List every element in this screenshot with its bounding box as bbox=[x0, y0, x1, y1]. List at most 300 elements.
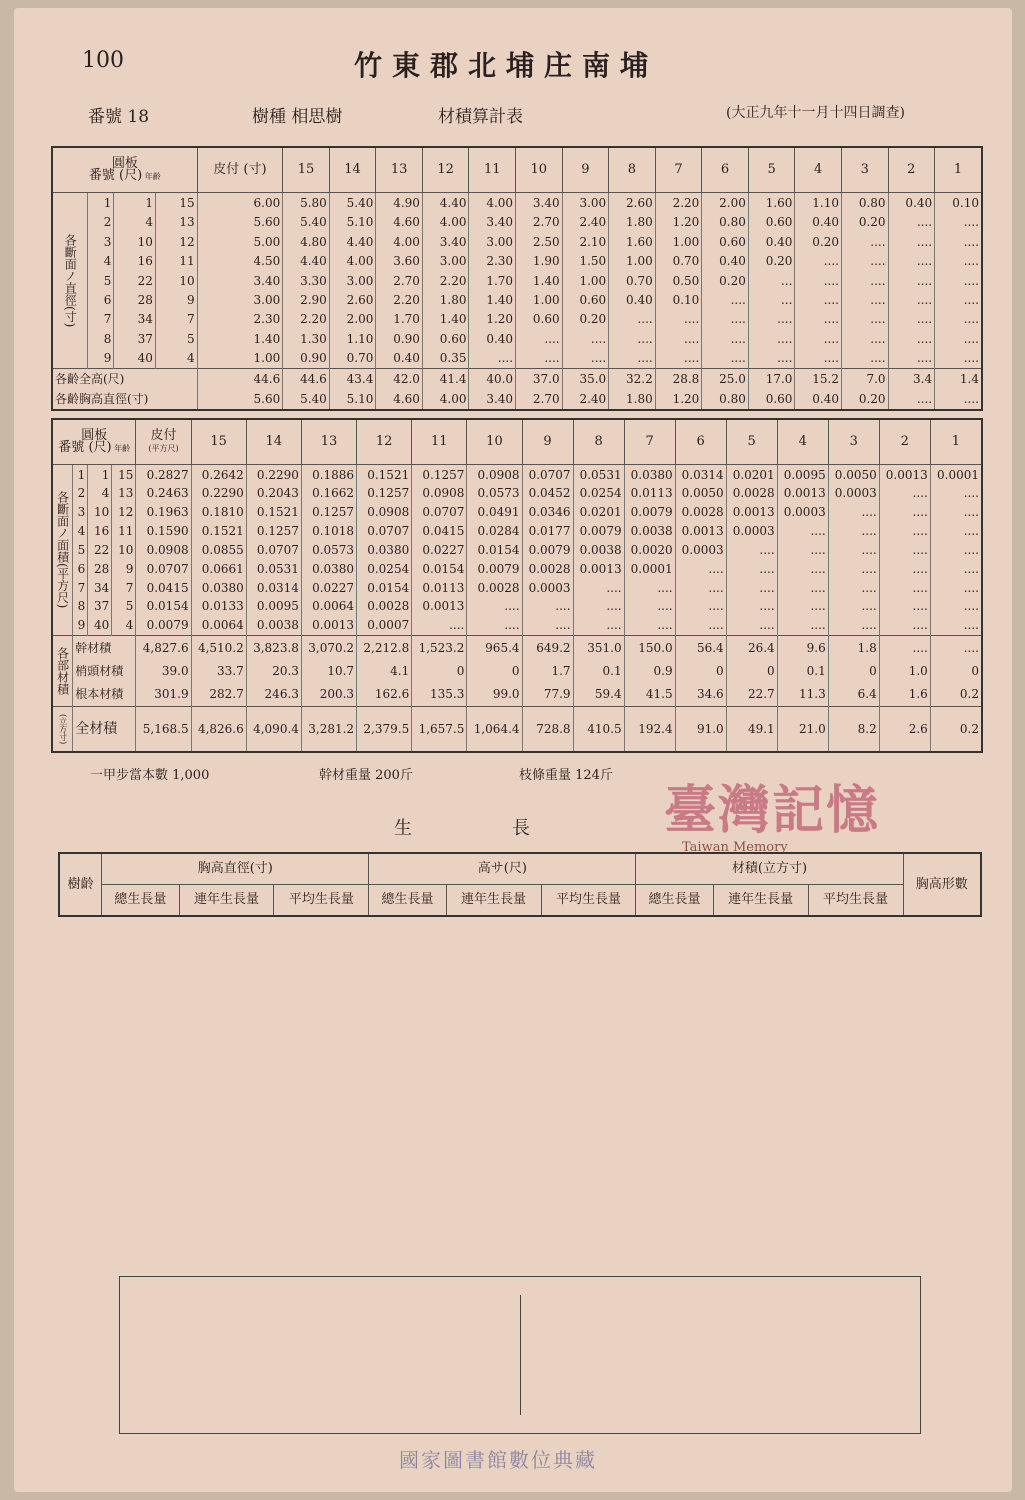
table-cell: .... bbox=[828, 503, 879, 522]
table-cell: 0.0013 bbox=[301, 616, 356, 636]
table-cell: 351.0 bbox=[573, 635, 624, 659]
table-cell: 5.60 bbox=[197, 213, 283, 232]
table-cell: 3.4 bbox=[888, 369, 935, 389]
table-cell: 0.0113 bbox=[624, 484, 675, 503]
table-cell: 0.0079 bbox=[136, 616, 191, 636]
table-cell: .... bbox=[467, 597, 522, 616]
table-cell: 0.0707 bbox=[412, 503, 467, 522]
table-cell: 0.0491 bbox=[467, 503, 522, 522]
header-row bbox=[52, 147, 982, 193]
table-cell: 0.2043 bbox=[246, 484, 301, 503]
table-cell: 301.9 bbox=[136, 682, 191, 706]
table-cell: 1.00 bbox=[562, 271, 609, 290]
table-cell: 0.0531 bbox=[573, 465, 624, 485]
table-cell: 0.0573 bbox=[301, 541, 356, 560]
table-cell: 0.1662 bbox=[301, 484, 356, 503]
disc-number: 8 bbox=[88, 329, 114, 348]
table-cell: 4,090.4 bbox=[246, 706, 301, 752]
table-cell: 20.3 bbox=[246, 659, 301, 682]
table-cell: 1.7 bbox=[522, 659, 573, 682]
table-cell: .... bbox=[777, 616, 828, 636]
table-cell: 2,379.5 bbox=[357, 706, 412, 752]
table-cell: 1.00 bbox=[655, 232, 702, 251]
table-cell: 0.40 bbox=[748, 232, 795, 251]
table-cell: 3.30 bbox=[283, 271, 330, 290]
growth-title: 生長 bbox=[394, 818, 630, 839]
table-cell: 1.6 bbox=[879, 682, 930, 706]
table-cell: 4.40 bbox=[283, 251, 330, 270]
table-cell: 2.10 bbox=[562, 232, 609, 251]
table-cell: 0.90 bbox=[376, 329, 423, 348]
table-cell: 5.00 bbox=[197, 232, 283, 251]
disc-number: 7 bbox=[88, 310, 114, 329]
table-cell: .... bbox=[930, 597, 982, 616]
sub-header: 平均生長量 bbox=[274, 885, 369, 916]
table-cell: 0.0154 bbox=[357, 578, 412, 597]
table-cell: 0.0284 bbox=[467, 522, 522, 541]
disc-number: 4 bbox=[73, 522, 88, 541]
table-cell: 0.0079 bbox=[573, 522, 624, 541]
table-cell: 0.0227 bbox=[301, 578, 356, 597]
disc-height: 22 bbox=[88, 541, 112, 560]
table-cell: .... bbox=[879, 616, 930, 636]
table-cell: 0.0028 bbox=[726, 484, 777, 503]
table-cell: 4.50 bbox=[197, 251, 283, 270]
table-cell: 2.60 bbox=[609, 193, 656, 213]
table-row bbox=[52, 597, 982, 616]
table-cell: 2.00 bbox=[702, 193, 749, 213]
table-cell: .... bbox=[935, 271, 982, 290]
group-header: 高サ(尺) bbox=[369, 853, 636, 885]
table-cell: 0.60 bbox=[516, 310, 563, 329]
table-cell: .... bbox=[888, 271, 935, 290]
table-cell: 0.0064 bbox=[301, 597, 356, 616]
table-cell: 0.70 bbox=[609, 271, 656, 290]
table-cell: 2.20 bbox=[422, 271, 469, 290]
table-cell: .... bbox=[777, 541, 828, 560]
table-cell: 2.40 bbox=[562, 389, 609, 410]
table-cell: .... bbox=[888, 213, 935, 232]
table-cell: 42.0 bbox=[376, 369, 423, 389]
table-cell: 0.0380 bbox=[357, 541, 412, 560]
table-cell: 0.40 bbox=[888, 193, 935, 213]
table-cell: .... bbox=[879, 597, 930, 616]
volume-row bbox=[52, 682, 982, 706]
table-cell: .... bbox=[935, 213, 982, 232]
table-cell: 1.20 bbox=[655, 213, 702, 232]
table-cell: 1,523.2 bbox=[412, 635, 467, 659]
table-cell: 0.0346 bbox=[522, 503, 573, 522]
table-cell: 1.60 bbox=[748, 193, 795, 213]
volume-row bbox=[52, 635, 982, 659]
table-cell: .... bbox=[930, 503, 982, 522]
table-cell: 3.40 bbox=[197, 271, 283, 290]
stem-weight: 幹材重量 200斤 bbox=[319, 768, 413, 783]
table-cell: .... bbox=[930, 522, 982, 541]
disc-number: 9 bbox=[73, 616, 88, 636]
table-cell: .... bbox=[879, 541, 930, 560]
table-cell: 1.0 bbox=[879, 659, 930, 682]
table-cell: 0.0573 bbox=[467, 484, 522, 503]
disc-age: 9 bbox=[155, 290, 197, 309]
table-cell: .... bbox=[841, 348, 888, 368]
table-cell: 44.6 bbox=[197, 369, 283, 389]
table-cell: .... bbox=[841, 251, 888, 270]
sub-header: 連年生長量 bbox=[713, 885, 808, 916]
table-cell: 0.1257 bbox=[301, 503, 356, 522]
table-cell: 9.6 bbox=[777, 635, 828, 659]
table-cell: .... bbox=[748, 329, 795, 348]
disc-height: 16 bbox=[88, 522, 112, 541]
watermark-logo: 臺灣記憶 bbox=[664, 780, 881, 841]
table-cell: .... bbox=[467, 616, 522, 636]
table-cell: .... bbox=[777, 578, 828, 597]
table-cell: .... bbox=[516, 329, 563, 348]
table-cell: 0.1521 bbox=[246, 503, 301, 522]
table-cell: 0.0908 bbox=[357, 503, 412, 522]
disc-height: 34 bbox=[114, 310, 156, 329]
age-label: 年齡 bbox=[142, 171, 161, 181]
disc-height: 34 bbox=[88, 578, 112, 597]
disc-number: 6 bbox=[73, 559, 88, 578]
table-cell: 0 bbox=[828, 659, 879, 682]
table-cell: 0.0079 bbox=[467, 559, 522, 578]
table-cell: 0.60 bbox=[748, 213, 795, 232]
table-cell: .... bbox=[828, 597, 879, 616]
table-cell: .... bbox=[828, 559, 879, 578]
table-cell: 0.40 bbox=[469, 329, 516, 348]
table-row bbox=[52, 290, 982, 309]
page-number: 100 bbox=[82, 48, 124, 73]
disc-age: 11 bbox=[112, 522, 136, 541]
disc-age: 5 bbox=[112, 597, 136, 616]
table-cell: 0.0013 bbox=[675, 522, 726, 541]
table-cell: 1.4 bbox=[935, 369, 982, 389]
table-cell: 2.60 bbox=[329, 290, 376, 309]
table-cell: 37.0 bbox=[516, 369, 563, 389]
header-bark bbox=[136, 419, 191, 465]
table-cell: ... bbox=[748, 290, 795, 309]
table-cell: 0.0003 bbox=[675, 541, 726, 560]
table-row bbox=[52, 348, 982, 368]
disc-height: 40 bbox=[88, 616, 112, 636]
sub-header: 總生長量 bbox=[102, 885, 179, 916]
age-header: 6 bbox=[675, 419, 726, 465]
disc-height: 40 bbox=[114, 348, 156, 368]
table-cell: 0.40 bbox=[609, 290, 656, 309]
table-cell: 0.0227 bbox=[412, 541, 467, 560]
table-cell: 0.70 bbox=[329, 348, 376, 368]
table-cell: .... bbox=[930, 616, 982, 636]
table-cell: 0.0113 bbox=[412, 578, 467, 597]
table-cell: .... bbox=[522, 616, 573, 636]
table-cell: 728.8 bbox=[522, 706, 573, 752]
age-header: 10 bbox=[516, 147, 563, 193]
table-cell: .... bbox=[777, 559, 828, 578]
table-cell: 192.4 bbox=[624, 706, 675, 752]
table-cell: 2.90 bbox=[283, 290, 330, 309]
age-header: 3 bbox=[828, 419, 879, 465]
table-cell: 0.20 bbox=[562, 310, 609, 329]
table-cell: 3.40 bbox=[469, 213, 516, 232]
group-header: 胸高直徑(寸) bbox=[102, 853, 369, 885]
table-cell: 1.10 bbox=[329, 329, 376, 348]
table-cell: 2.6 bbox=[879, 706, 930, 752]
table-cell: 1,064.4 bbox=[467, 706, 522, 752]
disc-age: 13 bbox=[155, 213, 197, 232]
watermark-sub: Taiwan Memory bbox=[682, 840, 788, 855]
sub-header: 平均生長量 bbox=[808, 885, 903, 916]
disc-number: 2 bbox=[73, 484, 88, 503]
sub-header: 平均生長量 bbox=[541, 885, 636, 916]
table-cell: 0.0064 bbox=[191, 616, 246, 636]
table-cell: 0.0003 bbox=[777, 503, 828, 522]
table-cell: .... bbox=[879, 578, 930, 597]
table-cell: 5.40 bbox=[329, 193, 376, 213]
table-cell: 410.5 bbox=[573, 706, 624, 752]
volume-row bbox=[52, 659, 982, 682]
disc-number: 4 bbox=[88, 251, 114, 270]
table-cell: .... bbox=[777, 522, 828, 541]
table-cell: 77.9 bbox=[522, 682, 573, 706]
disc-height: 10 bbox=[88, 503, 112, 522]
table-cell: 0.40 bbox=[795, 213, 842, 232]
table-cell: 0.0707 bbox=[136, 559, 191, 578]
age-header: 8 bbox=[609, 147, 656, 193]
table-cell: 49.1 bbox=[726, 706, 777, 752]
disc-height: 37 bbox=[114, 329, 156, 348]
table-cell: .... bbox=[777, 597, 828, 616]
age-header: 14 bbox=[329, 147, 376, 193]
bark-label: 皮付 (寸) bbox=[213, 162, 267, 177]
table-cell: 0.0531 bbox=[246, 559, 301, 578]
table-cell: 3.60 bbox=[376, 251, 423, 270]
table-cell: 0.0013 bbox=[879, 465, 930, 485]
table-row bbox=[52, 271, 982, 290]
table-cell: 0.0050 bbox=[828, 465, 879, 485]
table-cell: 0 bbox=[412, 659, 467, 682]
age-label: 年齡 bbox=[111, 443, 131, 453]
table-cell: .... bbox=[935, 251, 982, 270]
table-cell: 0.10 bbox=[655, 290, 702, 309]
table-cell: 0.0038 bbox=[624, 522, 675, 541]
table-cell: 4.00 bbox=[422, 213, 469, 232]
table-cell: .... bbox=[748, 348, 795, 368]
table-cell: .... bbox=[879, 503, 930, 522]
table-cell: 33.7 bbox=[191, 659, 246, 682]
table-cell: 0.0177 bbox=[522, 522, 573, 541]
table-cell: 3,823.8 bbox=[246, 635, 301, 659]
growth-header-row bbox=[59, 853, 981, 885]
table-cell: 0.1810 bbox=[191, 503, 246, 522]
table-cell: .... bbox=[935, 389, 982, 410]
table-cell: .... bbox=[795, 290, 842, 309]
page-title: 竹東郡北埔庄南埔 bbox=[354, 49, 659, 82]
table-cell: 4.00 bbox=[376, 232, 423, 251]
table-cell: .... bbox=[609, 329, 656, 348]
table-cell: 1.8 bbox=[828, 635, 879, 659]
disc-number: 5 bbox=[73, 541, 88, 560]
table-cell: 0.0380 bbox=[301, 559, 356, 578]
table-cell: 1.40 bbox=[422, 310, 469, 329]
table-cell: .... bbox=[841, 310, 888, 329]
disc-age: 7 bbox=[155, 310, 197, 329]
disc-height: 1 bbox=[114, 193, 156, 213]
table-cell: 2.40 bbox=[562, 213, 609, 232]
table-cell: 0.0003 bbox=[726, 522, 777, 541]
table-cell: 99.0 bbox=[467, 682, 522, 706]
header-row bbox=[52, 419, 982, 465]
table-cell: 0.1521 bbox=[357, 465, 412, 485]
table-cell: 2.50 bbox=[516, 232, 563, 251]
table-cell: 1.40 bbox=[516, 271, 563, 290]
disc-number: 2 bbox=[88, 213, 114, 232]
table-cell: 1.20 bbox=[469, 310, 516, 329]
table-cell: 4,827.6 bbox=[136, 635, 191, 659]
total-row bbox=[52, 706, 982, 752]
table-cell: 0.80 bbox=[841, 193, 888, 213]
table-cell: 0.0001 bbox=[930, 465, 982, 485]
age-header: 2 bbox=[879, 419, 930, 465]
age-header: 1 bbox=[935, 147, 982, 193]
table-cell: ... bbox=[748, 271, 795, 290]
table-cell: 0.0013 bbox=[777, 484, 828, 503]
area-volume-table bbox=[51, 418, 983, 753]
disc-age: 11 bbox=[155, 251, 197, 270]
table-cell: 1.00 bbox=[609, 251, 656, 270]
table-cell: 91.0 bbox=[675, 706, 726, 752]
table-cell: 0.0020 bbox=[624, 541, 675, 560]
age-header: 4 bbox=[795, 147, 842, 193]
plot-number: 番號 18 bbox=[88, 107, 150, 127]
table-cell: .... bbox=[726, 616, 777, 636]
species: 樹種 相思樹 bbox=[252, 107, 343, 127]
sub-header: 總生長量 bbox=[636, 885, 713, 916]
table-cell: 1.60 bbox=[609, 232, 656, 251]
table-cell: 0.1590 bbox=[136, 522, 191, 541]
table-cell: 2.20 bbox=[376, 290, 423, 309]
table-cell: .... bbox=[609, 348, 656, 368]
group-header: 材積(立方寸) bbox=[636, 853, 903, 885]
disc-height: 1 bbox=[88, 465, 112, 485]
disc-age: 12 bbox=[112, 503, 136, 522]
table-cell: 3.00 bbox=[329, 271, 376, 290]
age-header: 7 bbox=[624, 419, 675, 465]
table-row bbox=[52, 559, 982, 578]
table-cell: 0.0013 bbox=[573, 559, 624, 578]
table-cell: .... bbox=[522, 597, 573, 616]
table-cell: .... bbox=[841, 232, 888, 251]
table-cell: .... bbox=[795, 329, 842, 348]
table-cell: 5,168.5 bbox=[136, 706, 191, 752]
disc-height: 28 bbox=[88, 559, 112, 578]
table-cell: 282.7 bbox=[191, 682, 246, 706]
table-cell: 3.00 bbox=[197, 290, 283, 309]
table-cell: 44.6 bbox=[283, 369, 330, 389]
disc-age: 9 bbox=[112, 559, 136, 578]
volume-label: 根本材積 bbox=[73, 682, 136, 706]
age-header: 15 bbox=[283, 147, 330, 193]
table-cell: .... bbox=[935, 310, 982, 329]
table-cell: 6.00 bbox=[197, 193, 283, 213]
disc-age: 15 bbox=[112, 465, 136, 485]
table-cell: .... bbox=[624, 597, 675, 616]
table-cell: 4,826.6 bbox=[191, 706, 246, 752]
table-cell: 2.00 bbox=[329, 310, 376, 329]
table-cell: 17.0 bbox=[748, 369, 795, 389]
table-cell: 246.3 bbox=[246, 682, 301, 706]
disc-height: 16 bbox=[114, 251, 156, 270]
table-name: 材積算計表 bbox=[438, 107, 523, 127]
table-cell: 0.35 bbox=[422, 348, 469, 368]
table-cell: 135.3 bbox=[412, 682, 467, 706]
table-row bbox=[52, 465, 982, 485]
table-cell: 0.0028 bbox=[675, 503, 726, 522]
table-cell: 0.0415 bbox=[412, 522, 467, 541]
age-header: 2 bbox=[888, 147, 935, 193]
disc-number: 9 bbox=[88, 348, 114, 368]
table-cell: 0.60 bbox=[702, 232, 749, 251]
table-cell: .... bbox=[702, 290, 749, 309]
table-cell: .... bbox=[795, 271, 842, 290]
age-header: 12 bbox=[357, 419, 412, 465]
table-cell: 0.0003 bbox=[522, 578, 573, 597]
table-cell: 56.4 bbox=[675, 635, 726, 659]
disc-height: 4 bbox=[88, 484, 112, 503]
table-row bbox=[52, 232, 982, 251]
table-cell: 0.0095 bbox=[246, 597, 301, 616]
growth-table bbox=[58, 852, 982, 917]
table-cell: 10.7 bbox=[301, 659, 356, 682]
age-header: 10 bbox=[467, 419, 522, 465]
table-cell: 0.20 bbox=[702, 271, 749, 290]
table-cell: 6.4 bbox=[828, 682, 879, 706]
table-cell: 0.0050 bbox=[675, 484, 726, 503]
table-cell: 0.1018 bbox=[301, 522, 356, 541]
table-cell: 0.0908 bbox=[467, 465, 522, 485]
table-cell: 41.5 bbox=[624, 682, 675, 706]
table-cell: 0.1886 bbox=[301, 465, 356, 485]
table-cell: 0.0079 bbox=[522, 541, 573, 560]
age-header: 11 bbox=[412, 419, 467, 465]
table-cell: 39.0 bbox=[136, 659, 191, 682]
table-cell: 2.70 bbox=[516, 389, 563, 410]
table-cell: 0 bbox=[726, 659, 777, 682]
table-cell: .... bbox=[702, 348, 749, 368]
table-cell: 4.1 bbox=[357, 659, 412, 682]
disc-height: 4 bbox=[114, 213, 156, 232]
table-cell: 0.80 bbox=[702, 213, 749, 232]
table-cell: 0.0254 bbox=[357, 559, 412, 578]
table-cell: .... bbox=[930, 559, 982, 578]
table-cell: 15.2 bbox=[795, 369, 842, 389]
table-cell: .... bbox=[624, 578, 675, 597]
summary-label: 各齡胸高直徑(寸) bbox=[52, 389, 197, 410]
sub-header: 總生長量 bbox=[369, 885, 446, 916]
form-label: 胸高形數 bbox=[903, 853, 981, 916]
volume-side-label: 各部材積 bbox=[52, 635, 73, 706]
table-cell: 0.1963 bbox=[136, 503, 191, 522]
page bbox=[14, 8, 1012, 1492]
table-cell: 0.0380 bbox=[191, 578, 246, 597]
bark-label: 皮付 bbox=[150, 427, 177, 443]
table-cell: .... bbox=[879, 559, 930, 578]
table-cell: 4.60 bbox=[376, 213, 423, 232]
table-cell: 28.8 bbox=[655, 369, 702, 389]
table-cell: 0.60 bbox=[748, 389, 795, 410]
table-cell: .... bbox=[562, 329, 609, 348]
table-cell: 4,510.2 bbox=[191, 635, 246, 659]
